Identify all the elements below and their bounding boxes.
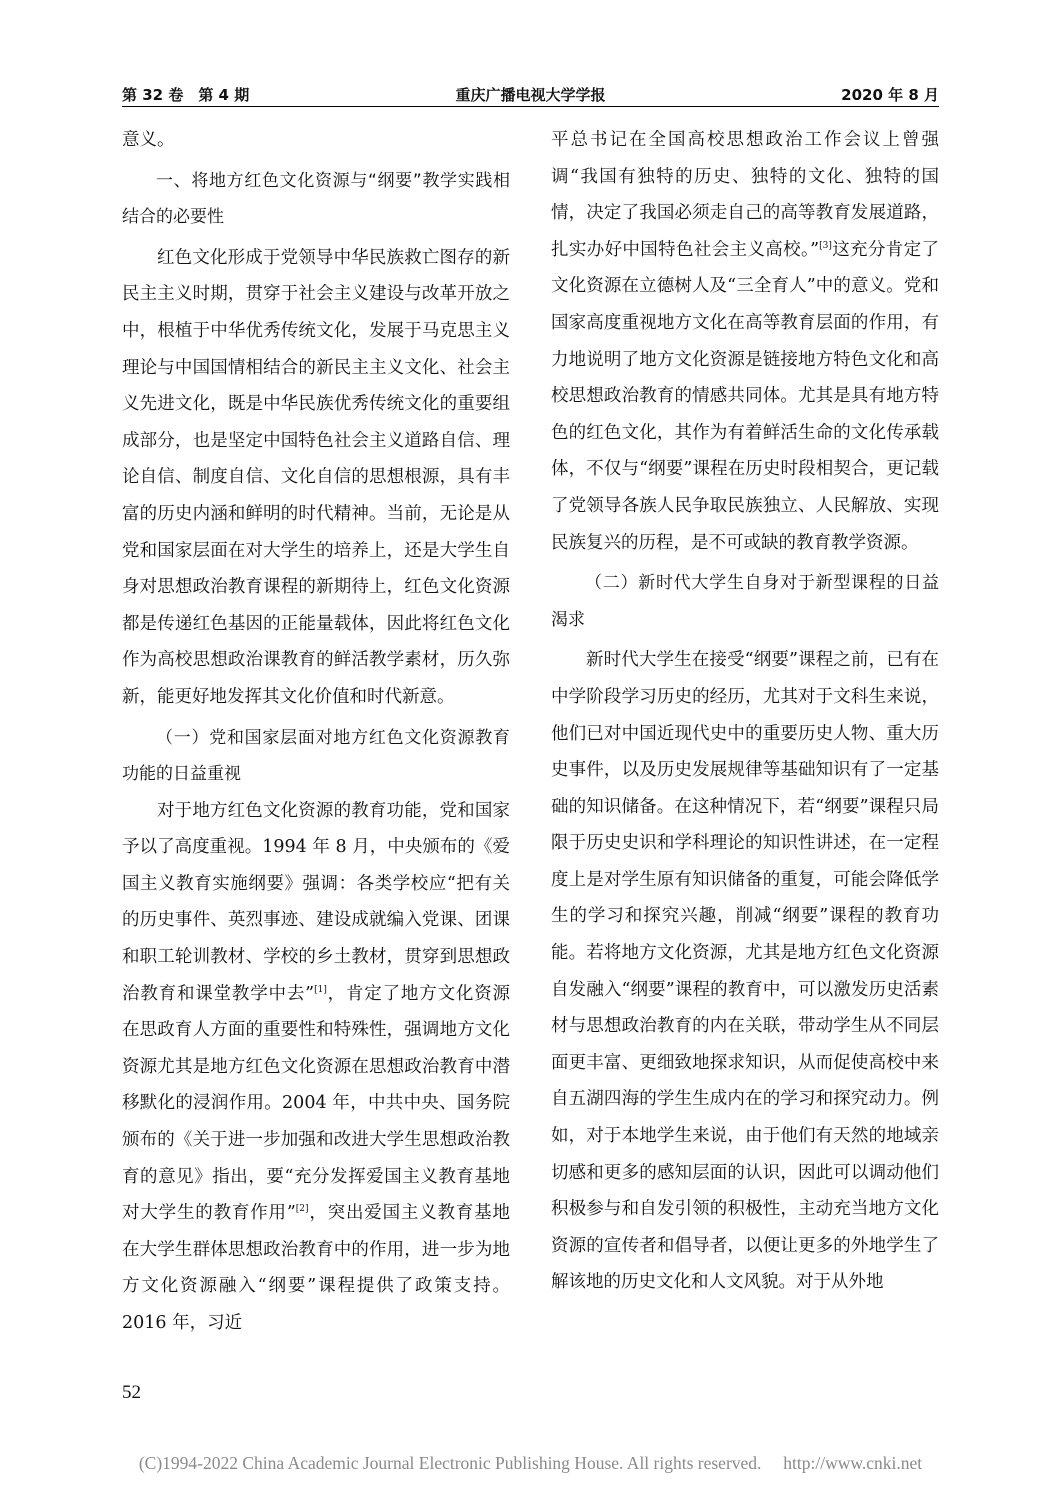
left-column [122,122,510,1342]
section-heading: 一、将地方红色文化资源与“纲要”教学实践相结合的必要性 [122,170,510,228]
paragraph-continued: 意义。 [122,130,175,150]
body-text: ，突出爱国主义教育基地在大学生群体思想政治教育中的作用，进一步为地方文化资源融入“纲要”课程提供了政策支持。2016 年，习近 [122,1203,510,1333]
running-header [122,80,939,106]
header-rule [122,106,939,107]
body-paragraph: 新时代大学生在接受“纲要”课程之前，已有在中学阶段学习历史的经历，尤其对于文科生来说，他们已对中国近现代史中的重要历史人物、重大历史事件，以及历史发展规律等基础知识有了一定基础的知识储备。在这种情况下，若“纲要”课程只局限于历史史识和学科理论的知识性讲述，在一定程度上是对学生原有知识储备的重复，可能会降低学生的学习和探究兴趣，削减“纲要”课程的教育功能。若将地方文化资源，尤其是地方红色文化资源自发融入“纲要”课程的教育中，可以激发历史活素材与思想政治教育的内在关联，带动学生从不同层面更丰富、更细致地探求知识，从而促使高校中来自五湖四海的学生生成内在的学习和探究动力。例如，对于本地学生来说，由于他们有天然的地域亲切感和更多的感知层面的认识，因此可以调动他们积极参与和自发引领的积极性，主动充当地方文化资源的宣传者和倡导者，以便让更多的外地学生了解该地的历史文化和人文风貌。对于从外地 [551,650,939,1293]
journal-volume-issue: 第 32 卷 第 4 期 [122,86,250,104]
body-text: ，肯定了地方文化资源在思政育人方面的重要性和特殊性，强调地方文化资源尤其是地方红色文化资源在思想政治教育中潜移默化的浸润作用。2004 年，中共中央、国务院颁布的《关于进一步加强和改进大学生思想政治教育的意见》指出，要“充分发挥爱国主义教育基地对大学生的教育作用” [122,983,511,1224]
journal-title: 重庆广播电视大学学报 [455,86,606,104]
publication-date: 2020 年 8 月 [841,86,939,104]
right-column [551,122,939,1301]
body-paragraph: 红色文化形成于党领导中华民族救亡图存的新民主主义时期，贯穿于社会主义建设与改革开放之中，根植于中华优秀传统文化，发展于马克思主义理论与中国国情相结合的新民主主义文化、社会主义先进文化，既是中华民族优秀传统文化的重要组成部分，也是坚定中国特色社会主义道路自信、理论自信、制度自信、文化自信的思想根源，具有丰富的历史内涵和鲜明的时代精神。当前，无论是从党和国家层面在对大学生的培养上，还是大学生自身对思想政治教育课程的新期待上，红色文化资源都是传递红色基因的正能量载体，因此将红色文化作为高校思想政治课教育的鲜活教学素材，历久弥新，能更好地发挥其文化价值和时代新意。 [122,247,510,707]
body-paragraph [551,122,939,561]
body-paragraph [122,793,510,1342]
page-number: 52 [122,1382,141,1403]
citation-ref[interactable]: [1] [314,984,327,995]
citation-ref[interactable]: [2] [295,1204,309,1215]
subsection-heading: （二）新时代大学生自身对于新型课程的日益渴求 [551,573,939,630]
subsection-heading: （一）党和国家层面对地方红色文化资源教育功能的日益重视 [122,727,510,785]
citation-ref[interactable]: [3] [819,240,832,251]
body-text: 对于地方红色文化资源的教育功能，党和国家予以了高度重视。1994 年 8 月，中央颁布的《爱国主义教育实施纲要》强调：各类学校应“把有关的历史事件、英烈事迹、建设成就编入党课、团课和职工轮训教材、学校的乡土教材，贯穿到思想政治教育和课堂教学中去” [122,800,510,1004]
copyright-footer: (C)1994-2022 China Academic Journal Electronic Publishing House. All rights reserved. http://www.cnki.net [138,1453,923,1473]
body-text: 平总书记在全国高校思想政治工作会议上曾强调“我国有独特的历史、独特的文化、独特的国情，决定了我国必须走自己的高等教育发展道路，扎实办好中国特色社会主义高校。” [551,130,939,260]
body-text: 这充分肯定了文化资源在立德树人及“三全育人”中的意义。党和国家高度重视地方文化在高等教育层面的作用，有力地说明了地方文化资源是链接地方特色文化和高校思想政治教育的情感共同体。尤其是具有地方特色的红色文化，其作为有着鲜活生命的文化传承载体，不仅与“纲要”课程在历史时段相契合，更记载了党领导各族人民争取民族独立、人民解放、实现民族复兴的历程，是不可或缺的教育教学资源。 [551,239,939,553]
